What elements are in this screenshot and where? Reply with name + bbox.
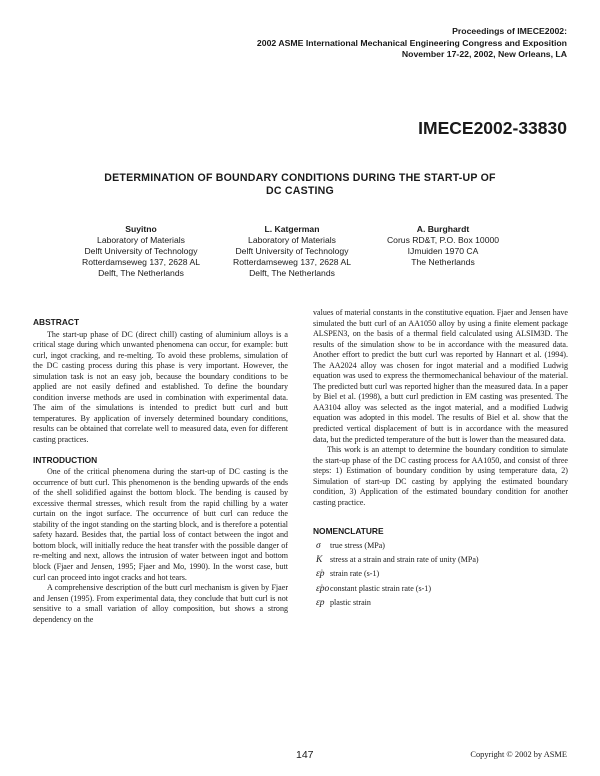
author-block — [368, 224, 518, 268]
copyright-notice: Copyright © 2002 by ASME — [470, 750, 567, 759]
intro-paragraph: A comprehensive description of the butt curl mechanism is given by Fjaer and Jensen (1995). From experimental data, they conclude that butt curl is not sensitive to a small variation of alloy composition, but shows a strong dependency on the — [33, 583, 288, 624]
author-affiliation-line: Delft University of Technology — [84, 246, 198, 256]
nomenclature-desc: true stress (MPa) — [330, 540, 385, 550]
paper-id: IMECE2002-33830 — [418, 118, 567, 138]
title-line: DC CASTING — [266, 185, 334, 197]
nomenclature-desc: stress at a strain and strain rate of unity (MPa) — [330, 555, 479, 565]
nomenclature-symbol: K — [316, 555, 323, 566]
intro-paragraph: One of the critical phenomena during the start-up of DC casting is the occurrence of butt curl. This phenomenon is the bending upwards of the ends of the shell solidified against the bottom block. The bending is caused by excessive thermal stresses, which result from the rapid chilling by a water curtain on the ingot surface. The occurrence of butt curl can reduce the stability of the ingot standing on the starting block, and is therefore a potential safety hazard. Besides that, the partial loss of contact between the ingot and bottom block, will initially reduce the heat transfer with the possible danger of re-melting and next, allows the intrusion of water between ingot and bottom block (Fjaer and Jensen, 1995; Fjaer and Mo, 1990). In the worst case, butt curl can proceed into ingot cracks and hot tears. — [33, 467, 288, 582]
nomenclature-item — [313, 596, 568, 610]
author-affiliation-line: Delft, The Netherlands — [249, 268, 335, 278]
author-affiliation-line: The Netherlands — [411, 257, 475, 267]
author-affiliation-line: Rotterdamseweg 137, 2628 AL — [232, 257, 351, 267]
nomenclature-symbol: εp — [316, 597, 325, 608]
proceedings-header — [257, 26, 567, 61]
nomenclature-list — [313, 539, 568, 610]
abstract-text: The start-up phase of DC (direct chill) casting of aluminium alloys is a critical stage during which unwanted phenomena can occur, for example: butt curl, ingot cracking, and re-melting. To avoid these problems, simulation of the DC casting process during this phase is very important. However, the simulation task is not an easy job, because the boundary conditions to be applied are not easily defined and established. To define the boundary condition inverse methods are used in combination with experimental data. The aim of the simulations is intended to predict butt curl and butt temperatures. By application of inversely determined boundary conditions, results can be obtained that correlate well to measured data, even for different casting practices. — [33, 329, 288, 445]
author-block — [217, 224, 367, 279]
nomenclature-item — [313, 582, 568, 596]
nomenclature-symbol: ε̇po — [316, 583, 330, 594]
page-number: 147 — [296, 749, 314, 761]
nomenclature-desc: strain rate (s-1) — [330, 569, 380, 579]
author-affiliation-line: IJmuiden 1970 CA — [407, 246, 479, 256]
author-affiliation-line: Laboratory of Materials — [97, 235, 185, 245]
author-affiliation-line: Corus RD&T, P.O. Box 10000 — [386, 235, 500, 245]
abstract-heading: ABSTRACT — [33, 317, 80, 327]
introduction-heading: INTRODUCTION — [33, 454, 98, 465]
author-affiliation-line: Laboratory of Materials — [248, 235, 336, 245]
body-paragraph: This work is an attempt to determine the boundary condition to simulate the start-up phase of the DC casting process for AA1050, and consist of three steps: 1) Estimation of boundary condition by using temperature data, 2) Simulation of start-up DC casting by applying the estimated boundary condition, 3) Application of the estimated boundary condition for another casting practice. — [313, 445, 568, 507]
nomenclature-item — [313, 539, 568, 553]
title-line: DETERMINATION OF BOUNDARY CONDITIONS DURING THE START-UP OF — [104, 172, 496, 184]
author-block — [66, 224, 216, 279]
proceedings-line: November 17-22, 2002, New Orleans, LA — [401, 49, 567, 59]
proceedings-line: 2002 ASME International Mechanical Engineering Congress and Exposition — [256, 37, 567, 48]
author-affiliation-line: Delft, The Netherlands — [98, 268, 184, 278]
nomenclature-desc: constant plastic strain rate (s-1) — [330, 583, 431, 593]
nomenclature-item — [313, 567, 568, 581]
right-column — [313, 308, 568, 610]
author-affiliation-line: Delft University of Technology — [235, 246, 349, 256]
nomenclature-symbol: σ — [316, 540, 321, 551]
nomenclature-desc: plastic strain — [330, 597, 371, 607]
proceedings-line: Proceedings of IMECE2002: — [452, 26, 567, 36]
paper-title — [80, 172, 520, 198]
author-name: A. Burghardt — [416, 224, 470, 234]
author-name: L. Katgerman — [264, 224, 320, 234]
body-paragraph: values of material constants in the constitutive equation. Fjaer and Jensen have simulated the butt curl of an AA1050 alloy by using a finite element package ALSPEN3, on the basis of a thermal field calculated using ALSIM3D. The results of the simulation show to be in accordance with the measured data. Another effort to predict the butt curl was reported by Hannart et al. (1994). The AA2024 alloy was chosen for ingot material and a modified Ludwig equation was used to express the thermomechanical behaviour of the material. The predicted butt curl was reported higher than the measured data. In a paper by Biel et al. (1998), a butt curl prediction in EM casting was presented. The AA3104 alloy was selected as the ingot material, and a modified Ludwig equation was adopted in this model. The results of Biel et al. show that the predicted vertical displacement of butt is in accordance with the measured data, but the predicted temperature of the butt is lower than the measured data. — [313, 308, 568, 444]
nomenclature-symbol: ε̇p — [316, 569, 325, 580]
author-affiliation-line: Rotterdamseweg 137, 2628 AL — [81, 257, 200, 267]
nomenclature-item — [313, 553, 568, 567]
left-column — [33, 317, 288, 625]
nomenclature-heading: NOMENCLATURE — [313, 526, 384, 537]
author-name: Suyitno — [125, 224, 157, 234]
